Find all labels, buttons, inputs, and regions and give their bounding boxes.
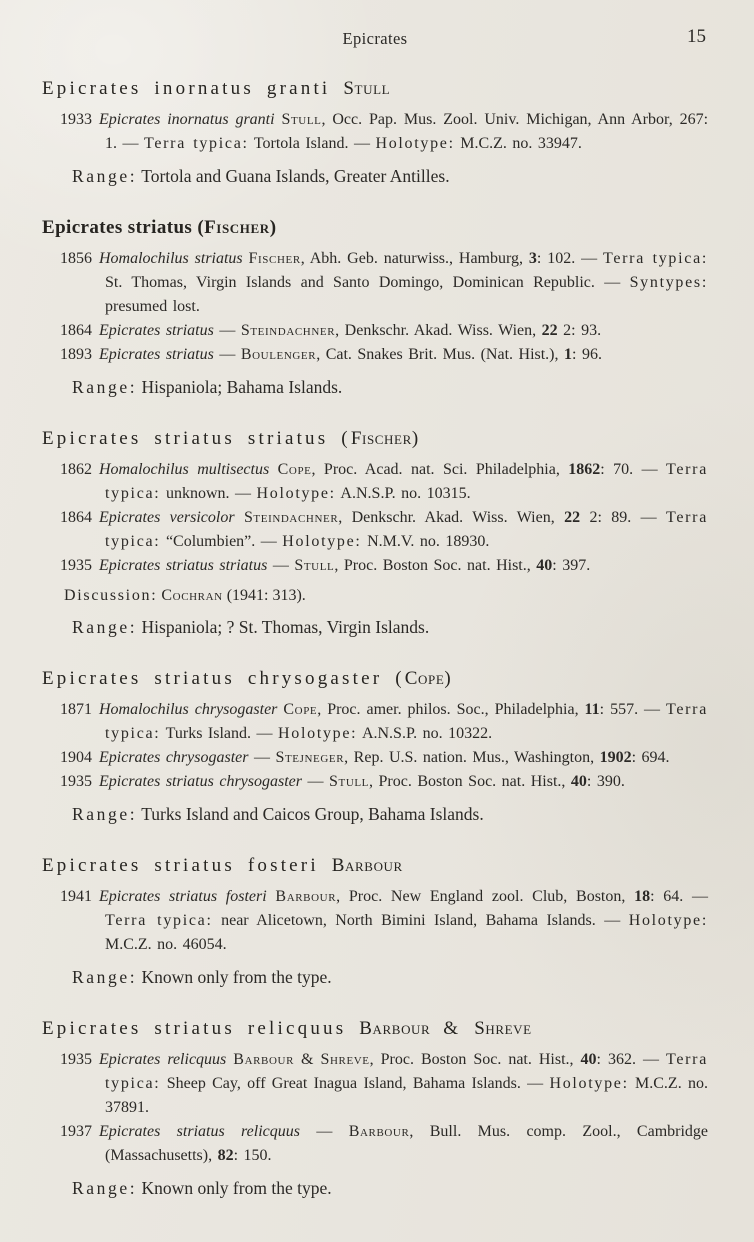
text-segment: Terra typica: [105, 912, 213, 929]
range-label: Range: [72, 804, 138, 824]
range-text: Known only from the type. [141, 967, 332, 987]
range-text: Turks Island and Caicos Group, Bahama Islands. [141, 804, 484, 824]
text-segment: Cope [283, 701, 318, 718]
synonymy-entry: 1941 Epicrates striatus fosteri Barbour, Proc. New England zool. Club, Boston, 18: 64. — Terra typica: near Alicetown, North Bimini Island, Bahama Islands. — Holotype: M.C.Z. no. 46054. [60, 888, 708, 953]
entry-year: 1893 [60, 346, 92, 363]
range-line [72, 164, 708, 189]
text-segment: Homalochilus striatus [99, 250, 243, 267]
text-segment: Epicrates striatus fosteri [99, 888, 267, 905]
text-segment: Holotype: [549, 1075, 629, 1092]
text-segment: Epicrates striatus [99, 322, 214, 339]
range-line [72, 802, 708, 827]
range-line [72, 615, 708, 640]
synonymy-entries [60, 458, 708, 578]
running-title: Epicrates [342, 29, 408, 48]
text-segment: 40 [570, 773, 587, 790]
synonymy-entry: 1864 Epicrates striatus — Steindachner, Denkschr. Akad. Wiss. Wien, 22 2: 93. [60, 322, 602, 339]
entry-year: 1941 [60, 888, 92, 905]
text-segment: 40 [580, 1051, 597, 1068]
species-heading: Epicrates inornatus granti Stull [42, 78, 391, 99]
range-line [72, 375, 708, 400]
text-segment: 22 [564, 509, 581, 526]
text-segment: Fischer [204, 217, 270, 238]
text-segment: Epicrates striatus striatus [99, 557, 268, 574]
entry-year: 1937 [60, 1123, 92, 1140]
text-segment: 1862 [568, 461, 601, 478]
entry-year: 1864 [60, 509, 92, 526]
text-segment: Discussion: [64, 587, 158, 604]
entry-year: 1856 [60, 250, 92, 267]
text-segment: Epicrates versicolor [99, 509, 235, 526]
synonymy-entries [60, 698, 708, 794]
text-segment: Epicrates inornatus granti [99, 111, 275, 128]
range-label: Range: [72, 1178, 138, 1198]
entry-year: 1933 [60, 111, 92, 128]
text-segment: Epicrates striatus [99, 346, 214, 363]
text-segment: Barbour [359, 1018, 431, 1039]
synonymy-entry: 1904 Epicrates chrysogaster — Stejneger, Rep. U.S. nation. Mus., Washington, 1902: 694. [60, 749, 670, 766]
text-segment: Barbour [348, 1123, 410, 1140]
range-label: Range: [72, 166, 138, 186]
text-segment: 82 [217, 1147, 234, 1164]
text-segment: Barbour [233, 1051, 295, 1068]
species-section [42, 76, 708, 189]
synonymy-entry: 1871 Homalochilus chrysogaster Cope, Proc. amer. philos. Soc., Philadelphia, 11: 557. — Terra typica: Turks Island. — Holotype: A.N.S.P. no. 10322. [60, 701, 709, 742]
text-segment: Holotype: [282, 533, 362, 550]
text-segment: 1 [564, 346, 573, 363]
page-number: 15 [687, 26, 706, 47]
synonymy-entry: 1933 Epicrates inornatus granti Stull, Occ. Pap. Mus. Zool. Univ. Michigan, Ann Arbor, 267: 1. — Terra typica: Tortola Island. — Holotype: M.C.Z. no. 33947. [60, 111, 709, 152]
range-text: Hispaniola; ? St. Thomas, Virgin Islands. [141, 617, 430, 637]
species-section [42, 666, 708, 827]
species-heading: Epicrates striatus (Fischer) [42, 217, 277, 238]
entry-year: 1935 [60, 1051, 92, 1068]
species-section [42, 215, 708, 400]
text-segment: Epicrates chrysogaster [99, 749, 249, 766]
synonymy-entry: 1893 Epicrates striatus — Boulenger, Cat. Snakes Brit. Mus. (Nat. Hist.), 1: 96. [60, 346, 602, 363]
text-segment: Holotype: [278, 725, 358, 742]
entry-year: 1864 [60, 322, 92, 339]
text-segment: Epicrates relicquus [99, 1051, 227, 1068]
synonymy-entries [60, 247, 708, 367]
range-line [72, 1176, 708, 1201]
discussion-line: Discussion: Cochran (1941: 313). [64, 587, 306, 604]
text-segment: 18 [634, 888, 651, 905]
content-area [42, 76, 708, 1201]
entry-year: 1862 [60, 461, 92, 478]
entry-year: 1871 [60, 701, 92, 718]
text-segment: Cochran [161, 587, 223, 604]
synonymy-entry: 1864 Epicrates versicolor Steindachner, Denkschr. Akad. Wiss. Wien, 22 2: 89. — Terra typica: “Columbien”. — Holotype: N.M.V. no. 18930. [60, 509, 708, 550]
synonymy-entry: 1937 Epicrates striatus relicquus — Barbour, Bull. Mus. comp. Zool., Cambridge (Massachusetts), 82: 150. [60, 1123, 709, 1164]
text-segment: Syntypes: [629, 274, 708, 291]
species-section [42, 426, 708, 640]
synonymy-entry: 1935 Epicrates striatus chrysogaster — Stull, Proc. Boston Soc. nat. Hist., 40: 390. [60, 773, 625, 790]
synonymy-entries [60, 108, 708, 156]
text-segment: Steindachner [243, 509, 339, 526]
range-label: Range: [72, 967, 138, 987]
text-segment: Terra typica: [105, 701, 709, 742]
text-segment: Cope [404, 668, 445, 689]
text-segment: Terra typica: [105, 461, 709, 502]
text-segment: Barbour [331, 855, 403, 876]
entry-year: 1904 [60, 749, 92, 766]
synonymy-entry: 1935 Epicrates relicquus Barbour & Shreve, Proc. Boston Soc. nat. Hist., 40: 362. — Terra typica: Sheep Cay, off Great Inagua Island, Bahama Islands. — Holotype: M.C.Z. no. 37891. [60, 1051, 709, 1116]
species-heading: Epicrates striatus relicquus Barbour & Shreve [42, 1018, 532, 1039]
text-segment: Stull [343, 78, 391, 99]
text-segment: Holotype: [628, 912, 708, 929]
text-segment: Fischer [350, 428, 412, 449]
text-segment: Holotype: [256, 485, 336, 502]
text-segment: 1902 [599, 749, 632, 766]
text-segment: 3 [528, 250, 537, 267]
synonymy-entries [60, 885, 708, 957]
running-head [42, 28, 708, 50]
text-segment: Epicrates striatus chrysogaster [99, 773, 302, 790]
text-segment: Stull [329, 773, 369, 790]
text-segment: Holotype: [375, 135, 455, 152]
range-label: Range: [72, 617, 138, 637]
text-segment: Steindachner [240, 322, 336, 339]
range-line [72, 965, 708, 990]
text-segment: Terra typica: [144, 135, 249, 152]
text-segment: Epicrates striatus relicquus [99, 1123, 300, 1140]
text-segment: Shreve [474, 1018, 532, 1039]
species-heading: Epicrates striatus striatus (Fischer) [42, 428, 422, 449]
text-segment: Terra typica: [105, 509, 708, 550]
text-segment: Homalochilus chrysogaster [99, 701, 278, 718]
text-segment: 11 [584, 701, 600, 718]
species-section [42, 853, 708, 990]
text-segment: Cope [277, 461, 312, 478]
text-segment: Terra typica: [602, 250, 709, 267]
species-heading: Epicrates striatus fosteri Barbour [42, 855, 403, 876]
species-section [42, 1016, 708, 1201]
synonymy-entry: 1935 Epicrates striatus striatus — Stull, Proc. Boston Soc. nat. Hist., 40: 397. [60, 557, 591, 574]
synonymy-entry: 1862 Homalochilus multisectus Cope, Proc. Acad. nat. Sci. Philadelphia, 1862: 70. — Terra typica: unknown. — Holotype: A.N.S.P. no. 10315. [60, 461, 709, 502]
synonymy-entries [60, 1048, 708, 1168]
entry-year: 1935 [60, 557, 92, 574]
range-text: Tortola and Guana Islands, Greater Antilles. [141, 166, 450, 186]
text-segment: Stull [294, 557, 335, 574]
text-segment: Fischer [248, 250, 301, 267]
range-label: Range: [72, 377, 138, 397]
text-segment: Stejneger [275, 749, 345, 766]
text-segment: Shreve [320, 1051, 370, 1068]
text-segment: Terra typica: [105, 1051, 709, 1092]
text-segment: Barbour [275, 888, 337, 905]
species-heading: Epicrates striatus chrysogaster (Cope) [42, 668, 454, 689]
entry-year: 1935 [60, 773, 92, 790]
range-text: Hispaniola; Bahama Islands. [141, 377, 343, 397]
text-segment: Boulenger [240, 346, 317, 363]
synonymy-entry: 1856 Homalochilus striatus Fischer, Abh. Geb. naturwiss., Hamburg, 3: 102. — Terra typica: St. Thomas, Virgin Islands and Santo Domingo, Dominican Republic. — Syntypes: presumed lost. [60, 250, 709, 315]
text-segment: 22 [541, 322, 558, 339]
text-segment: 40 [536, 557, 553, 574]
text-segment: Stull [281, 111, 322, 128]
range-text: Known only from the type. [141, 1178, 332, 1198]
text-segment: Homalochilus multisectus [99, 461, 270, 478]
